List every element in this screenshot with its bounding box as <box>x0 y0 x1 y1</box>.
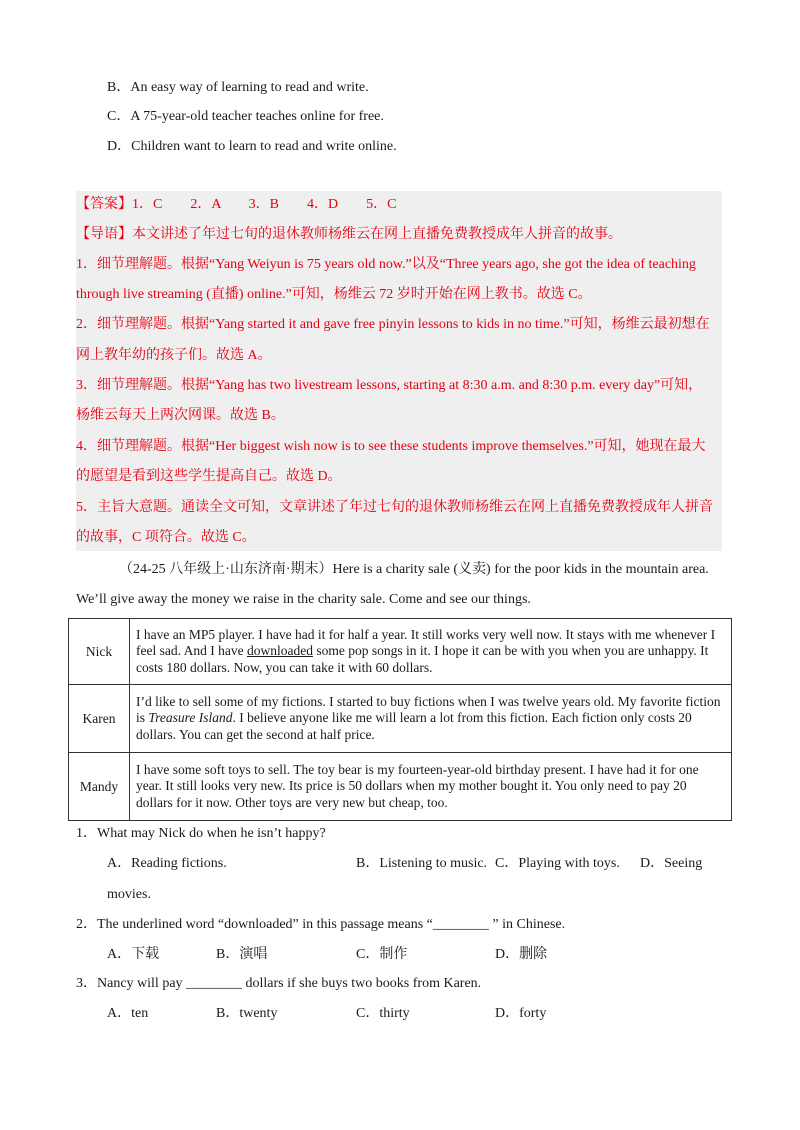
underlined-word: downloaded <box>246 643 313 659</box>
book-title: Treasure Island <box>148 710 233 726</box>
question-1-option-b: B．Listening to music. <box>356 856 488 871</box>
passage-intro-cont: We’ll give away the money we raise in the charity sale. Come and see our things. <box>76 592 531 607</box>
option-b: B．An easy way of learning to read and write. <box>107 80 369 95</box>
description-text: I’d like to sell some of my fictions. I started to buy fictions when I was twelve years old. My favorite fiction is <box>136 693 721 726</box>
explanation-2: 2．细节理解题。根据“Yang started it and gave free pinyin lessons to kids in no time.”可知，杨维云最初想在 <box>76 317 710 332</box>
seller-description <box>130 619 732 685</box>
description-text: . I believe anyone like me will learn a lot from this fiction. Each fiction only costs 20 dollars. You can get the second at half price. <box>136 710 692 742</box>
table-row <box>69 685 732 753</box>
explanation-5-cont: 的故事，C 项符合。故选 C。 <box>76 530 256 545</box>
question-3-option-d: D．forty <box>495 1006 547 1021</box>
question-2-option-a: A．下载 <box>107 947 160 962</box>
option-d: D．Children want to learn to read and write online. <box>107 139 397 154</box>
question-2-stem: 2．The underlined word “downloaded” in this passage means “________ ” in Chinese. <box>76 917 566 932</box>
seller-name: Nick <box>69 619 130 685</box>
question-1-option-d-cont: movies. <box>107 887 151 902</box>
question-1-stem: 1．What may Nick do when he isn’t happy? <box>76 826 326 841</box>
explanation-4: 4．细节理解题。根据“Her biggest wish now is to see these students improve themselves.”可知，她现在最大 <box>76 439 706 454</box>
description-text: I have an MP5 player. I have had it for half a year. It still works very well now. It stays with me whenever I feel sad. And I have <box>136 626 716 659</box>
question-1-option-d: D．Seeing <box>640 856 703 871</box>
question-1-option-c: C．Playing with toys. <box>495 856 620 871</box>
answer-section <box>76 191 722 551</box>
explanation-2-cont: 网上教年幼的孩子们。故选 A。 <box>76 348 272 363</box>
question-3-stem: 3．Nancy will pay ________ dollars if she buys two books from Karen. <box>76 976 482 991</box>
explanation-3-cont: 杨维云每天上两次网课。故选 B。 <box>76 408 285 423</box>
answer-key: 【答案】1．C 2．A 3．B 4．D 5．C <box>76 197 397 212</box>
question-2-option-d: D．删除 <box>495 947 548 962</box>
seller-name: Mandy <box>69 753 130 821</box>
question-2-option-c: C．制作 <box>356 947 408 962</box>
seller-description: I have some soft toys to sell. The toy bear is my fourteen-year-old birthday present. I have had it for one year. It still looks very new. Its price is 50 dollars when my mother bought it. You only need to pay 20 dollars for it now. Other toys are very new but cheap, too. <box>130 753 732 821</box>
question-3-option-a: A．ten <box>107 1006 149 1021</box>
answer-intro: 【导语】本文讲述了年过七旬的退休教师杨维云在网上直播免费教授成年人拼音的故事。 <box>76 227 622 242</box>
charity-sale-table <box>68 618 732 821</box>
seller-description <box>130 685 732 753</box>
question-3-option-b: B．twenty <box>216 1006 278 1021</box>
passage-intro: （24-25 八年级上·山东济南·期末）Here is a charity sale (义卖) for the poor kids in the mountain area. <box>119 562 709 577</box>
table-row <box>69 619 732 685</box>
explanation-1: 1．细节理解题。根据“Yang Weiyun is 75 years old now.”以及“Three years ago, she got the idea of teaching <box>76 257 696 272</box>
table-row <box>69 753 732 821</box>
explanation-4-cont: 的愿望是看到这些学生提高自己。故选 D。 <box>76 469 342 484</box>
explanation-5: 5．主旨大意题。通读全文可知，文章讲述了年过七旬的退休教师杨维云在网上直播免费教授成年人拼音 <box>76 500 713 515</box>
seller-name: Karen <box>69 685 130 753</box>
explanation-3: 3．细节理解题。根据“Yang has two livestream lessons, starting at 8:30 a.m. and 8:30 p.m. every day”可知， <box>76 378 703 393</box>
option-c: C．A 75-year-old teacher teaches online for free. <box>107 109 384 124</box>
description-text: some pop songs in it. I hope it can be with you when you are unhappy. It costs 180 dollars. Now, you can take it with 60 dollars. <box>136 643 709 675</box>
question-2-option-b: B．演唱 <box>216 947 268 962</box>
explanation-1-cont: through live streaming (直播) online.”可知，杨维云 72 岁时开始在网上教书。故选 C。 <box>76 287 592 302</box>
question-3-option-c: C．thirty <box>356 1006 410 1021</box>
question-1-option-a: A．Reading fictions. <box>107 856 227 871</box>
